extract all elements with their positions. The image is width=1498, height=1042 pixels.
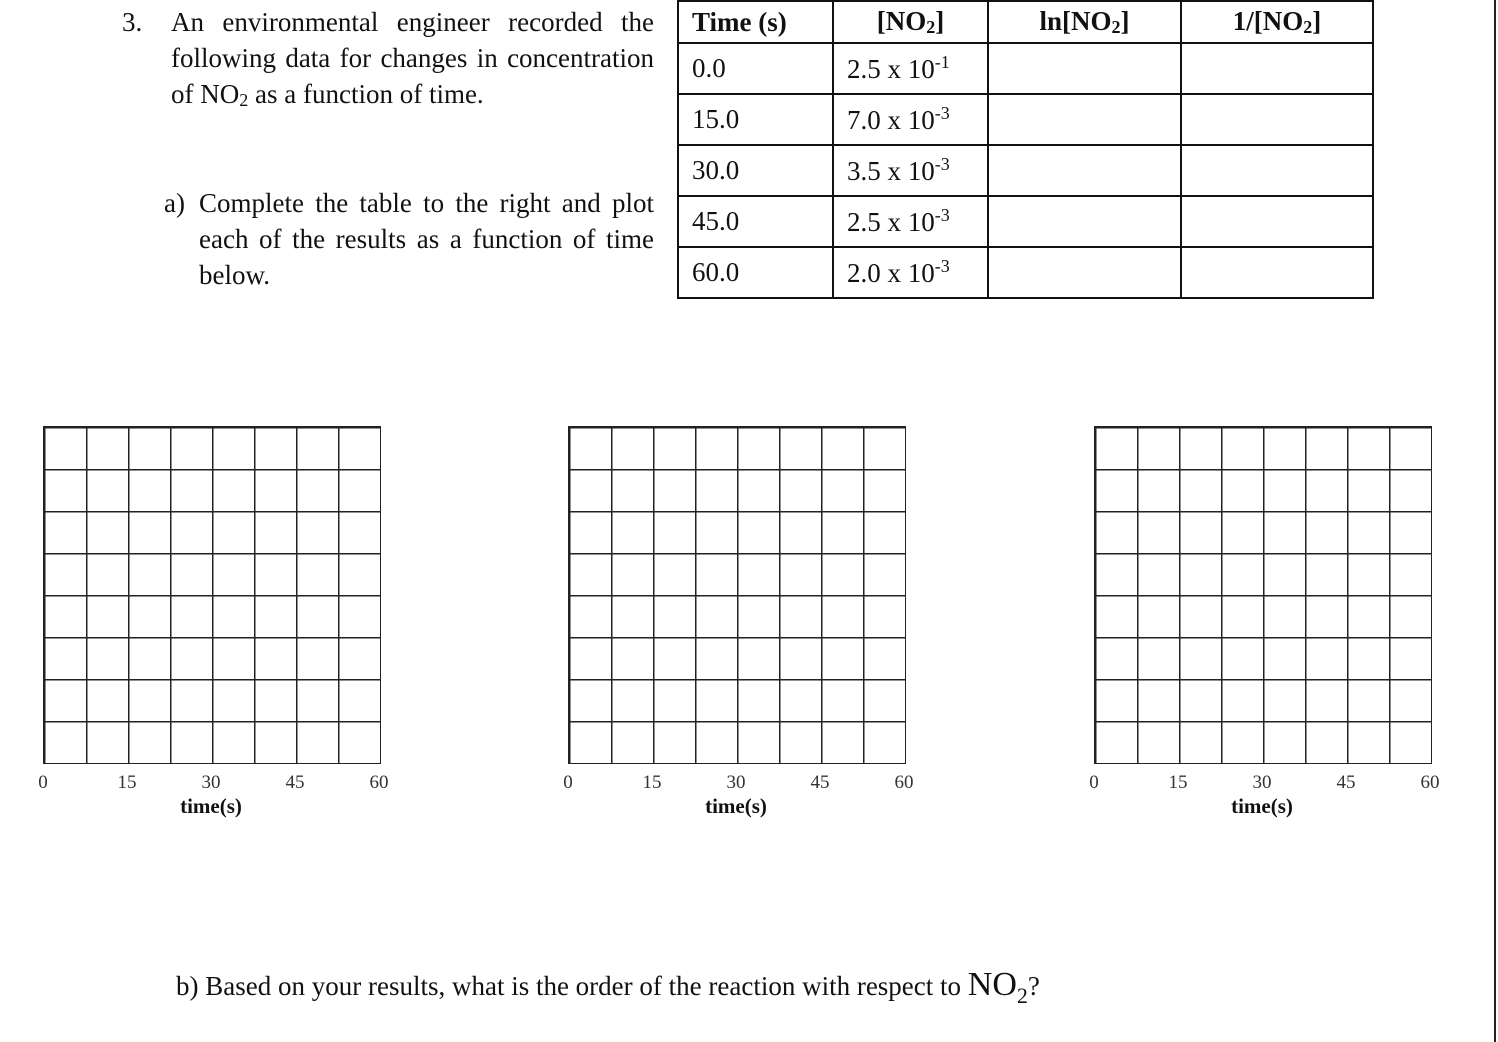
cell-inv-conc[interactable] [1181, 196, 1373, 247]
header-text: Time (s) [692, 6, 787, 37]
x-tick-label: 30 [1252, 772, 1272, 793]
cell-time: 15.0 [678, 94, 833, 145]
part-a-label: a) [164, 188, 185, 218]
table-row [678, 145, 1373, 196]
x-axis-label: time(s) [705, 794, 767, 818]
table-row [678, 196, 1373, 247]
x-tick-label: 30 [201, 772, 221, 793]
formula-text: NO [967, 966, 1017, 1003]
cell-conc [833, 94, 988, 145]
x-tick-label: 60 [894, 772, 914, 793]
x-tick-label: 45 [810, 772, 830, 793]
data-table [677, 0, 1374, 299]
cell-conc [833, 43, 988, 94]
x-tick-label: 15 [642, 772, 662, 793]
header-text: [NO [876, 6, 927, 36]
header-text: ln[NO [1039, 6, 1112, 36]
header-inv-conc [1181, 1, 1373, 43]
cell-conc [833, 196, 988, 247]
conc-exponent: -3 [934, 103, 950, 123]
conc-exponent: -3 [934, 154, 950, 174]
cell-conc [833, 145, 988, 196]
part-b-end: ? [1027, 971, 1040, 1001]
table-row [678, 94, 1373, 145]
cell-ln-conc[interactable] [988, 43, 1181, 94]
graph-grid-3[interactable] [1089, 426, 1440, 818]
part-b-text: b) Based on your results, what is the order of the reaction with respect to [176, 971, 968, 1001]
header-text: ] [1120, 6, 1130, 36]
cell-ln-conc[interactable] [988, 145, 1181, 196]
header-text: ] [1312, 6, 1322, 36]
question-number: 3. [122, 7, 143, 37]
subscript: 2 [1303, 17, 1313, 37]
x-tick-label: 0 [563, 772, 573, 793]
header-time [678, 1, 833, 43]
conc-mantissa: 7.0 x 10 [847, 105, 935, 135]
conc-exponent: -3 [934, 205, 950, 225]
x-tick-label: 60 [1420, 772, 1440, 793]
header-text: 1/[NO [1232, 6, 1304, 36]
cell-time: 30.0 [678, 145, 833, 196]
cell-conc [833, 247, 988, 298]
header-text: ] [935, 6, 945, 36]
graph-grid-1[interactable] [38, 426, 389, 818]
subscript: 2 [1016, 982, 1028, 1008]
subscript: 2 [239, 90, 249, 110]
cell-time: 0.0 [678, 43, 833, 94]
table-header-row [678, 1, 1373, 43]
cell-ln-conc[interactable] [988, 247, 1181, 298]
subscript: 2 [1111, 17, 1121, 37]
cell-inv-conc[interactable] [1181, 94, 1373, 145]
x-tick-label: 60 [369, 772, 389, 793]
table-row [678, 43, 1373, 94]
grid-paper[interactable] [43, 426, 381, 764]
conc-exponent: -1 [934, 52, 950, 72]
cell-time: 60.0 [678, 247, 833, 298]
part-b [176, 966, 1040, 1009]
conc-mantissa: 2.5 x 10 [847, 54, 935, 84]
part-a [164, 185, 654, 290]
page-edge-rule [1494, 0, 1496, 1042]
cell-inv-conc[interactable] [1181, 247, 1373, 298]
conc-exponent: -3 [934, 256, 950, 276]
x-tick-label: 0 [1089, 772, 1099, 793]
cell-inv-conc[interactable] [1181, 145, 1373, 196]
header-ln-conc [988, 1, 1181, 43]
cell-inv-conc[interactable] [1181, 43, 1373, 94]
header-conc [833, 1, 988, 43]
conc-mantissa: 3.5 x 10 [847, 156, 935, 186]
grid-paper[interactable] [568, 426, 906, 764]
graph-grid-2[interactable] [563, 426, 914, 818]
part-a-text: Complete the table to the right and plot each of the results as a function of time below. [199, 188, 654, 290]
cell-ln-conc[interactable] [988, 196, 1181, 247]
x-axis-label: time(s) [180, 794, 242, 818]
x-tick-label: 15 [1168, 772, 1188, 793]
conc-mantissa: 2.5 x 10 [847, 207, 935, 237]
cell-time: 45.0 [678, 196, 833, 247]
x-tick-label: 15 [117, 772, 137, 793]
grid-paper[interactable] [1094, 426, 1432, 764]
x-tick-label: 45 [285, 772, 305, 793]
x-tick-label: 30 [726, 772, 746, 793]
formula [967, 966, 1028, 1008]
subscript: 2 [926, 17, 936, 37]
cell-ln-conc[interactable] [988, 94, 1181, 145]
x-axis-label: time(s) [1231, 794, 1293, 818]
question-text-part: as a function of time. [248, 79, 484, 109]
conc-mantissa: 2.0 x 10 [847, 258, 935, 288]
x-tick-label: 0 [38, 772, 48, 793]
x-tick-label: 45 [1336, 772, 1356, 793]
table-row [678, 247, 1373, 298]
question-text-part: An environmental engineer recorded the following data for changes in concentration of NO [171, 7, 654, 109]
question-text [171, 4, 654, 118]
